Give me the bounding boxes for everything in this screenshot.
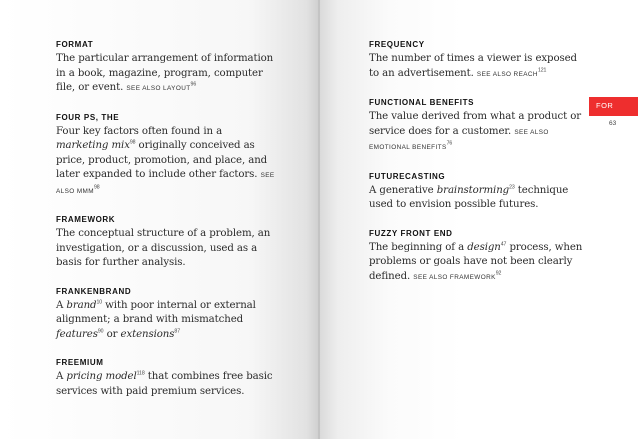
glossary-term: FORMAT xyxy=(56,40,94,49)
glossary-entry xyxy=(56,40,276,97)
glossary-definition xyxy=(369,184,583,213)
definition-text: The conceptual structure of a problem, an investigation, or a discussion, used as a basis for further analysis. xyxy=(56,228,271,268)
definition-text: with poor internal or external alignment; a brand with mismatched xyxy=(56,299,256,325)
page-reference: 118 xyxy=(136,370,145,377)
glossary-term: FREEMIUM xyxy=(56,358,104,367)
definition-text: A generative xyxy=(369,184,437,196)
glossary-crosslink-term: design xyxy=(467,241,501,253)
glossary-definition xyxy=(56,299,276,343)
glossary-crosslink-term: marketing mix xyxy=(56,140,130,151)
definition-text: The particular arrangement of information in a book, magazine, program, computer file, or event. xyxy=(56,53,274,93)
glossary-definition xyxy=(369,241,583,286)
glossary-definition xyxy=(56,227,276,271)
definition-text: technique used to envision possible futures. xyxy=(369,184,569,210)
definition-text: The number of times a viewer is exposed to an advertisement. xyxy=(369,53,577,79)
glossary-definition xyxy=(56,52,276,97)
glossary-crosslink-term: extensions xyxy=(120,328,175,340)
page-reference: 98 xyxy=(94,184,100,191)
page-reference: 76 xyxy=(446,140,453,147)
glossary-crosslink-term: features xyxy=(56,328,98,340)
left-glossary-column xyxy=(56,40,276,415)
page-reference: 87 xyxy=(174,328,180,335)
page-number: 63 xyxy=(609,120,617,127)
page-reference: 98 xyxy=(129,139,136,146)
glossary-term: FUZZY FRONT END xyxy=(369,228,453,238)
page-reference: 23 xyxy=(509,184,515,191)
definition-text: A xyxy=(56,299,67,311)
glossary-definition xyxy=(56,125,276,200)
see-also-reference: SEE ALSO FRAMEWORK xyxy=(413,273,496,281)
definition-text: process, when problems or goals have not been clearly defined. xyxy=(369,241,583,282)
glossary-term: FUNCTIONAL BENEFITS xyxy=(369,98,475,107)
glossary-entry xyxy=(56,358,276,399)
glossary-entry xyxy=(56,113,276,200)
right-glossary-column xyxy=(369,40,583,301)
glossary-definition xyxy=(56,370,276,399)
definition-text: The beginning of a xyxy=(369,241,468,253)
page-reference: 10 xyxy=(96,299,103,306)
glossary-term: FOUR PS, THE xyxy=(56,112,120,122)
glossary-entry xyxy=(369,172,583,213)
glossary-entry xyxy=(369,98,583,156)
glossary-entry xyxy=(369,40,583,82)
page-reference: 47 xyxy=(500,241,507,248)
definition-text: Four key factors often found in a xyxy=(56,125,223,137)
definition-text: The value derived from what a product or service does for a customer. xyxy=(369,111,582,137)
glossary-term: FREQUENCY xyxy=(369,40,425,49)
glossary-crosslink-term: brand xyxy=(66,299,97,311)
glossary-crosslink-term: brainstorming xyxy=(436,184,510,196)
definition-text: originally conceived as price, product, promotion, and place, and later expanded to include other factors. xyxy=(56,140,268,180)
glossary-entry xyxy=(56,215,276,271)
section-tab-label: FOR xyxy=(596,101,614,110)
glossary-term: FUTURECASTING xyxy=(369,171,446,181)
page-reference: 90 xyxy=(97,328,104,335)
page-reference: 92 xyxy=(495,270,502,277)
see-also-reference: SEE ALSO MMM xyxy=(56,172,275,195)
definition-text: that combines free basic services with paid premium services. xyxy=(56,371,273,397)
glossary-entry xyxy=(369,229,583,286)
glossary-definition xyxy=(369,52,583,82)
page-reference: 96 xyxy=(190,81,197,88)
glossary-entry xyxy=(56,287,276,343)
book-gutter xyxy=(318,0,320,439)
see-also-reference: SEE ALSO REACH xyxy=(476,70,538,78)
glossary-definition xyxy=(369,110,583,156)
glossary-term: FRAMEWORK xyxy=(56,215,116,224)
glossary-term: FRANKENBRAND xyxy=(56,286,132,296)
see-also-reference: SEE ALSO EMOTIONAL BENEFITS xyxy=(369,128,549,151)
definition-text: A xyxy=(56,371,67,382)
glossary-crosslink-term: pricing model xyxy=(66,371,137,382)
see-also-reference: SEE ALSO LAYOUT xyxy=(126,85,191,92)
page-reference: 121 xyxy=(537,67,547,74)
definition-text: or xyxy=(103,328,121,340)
